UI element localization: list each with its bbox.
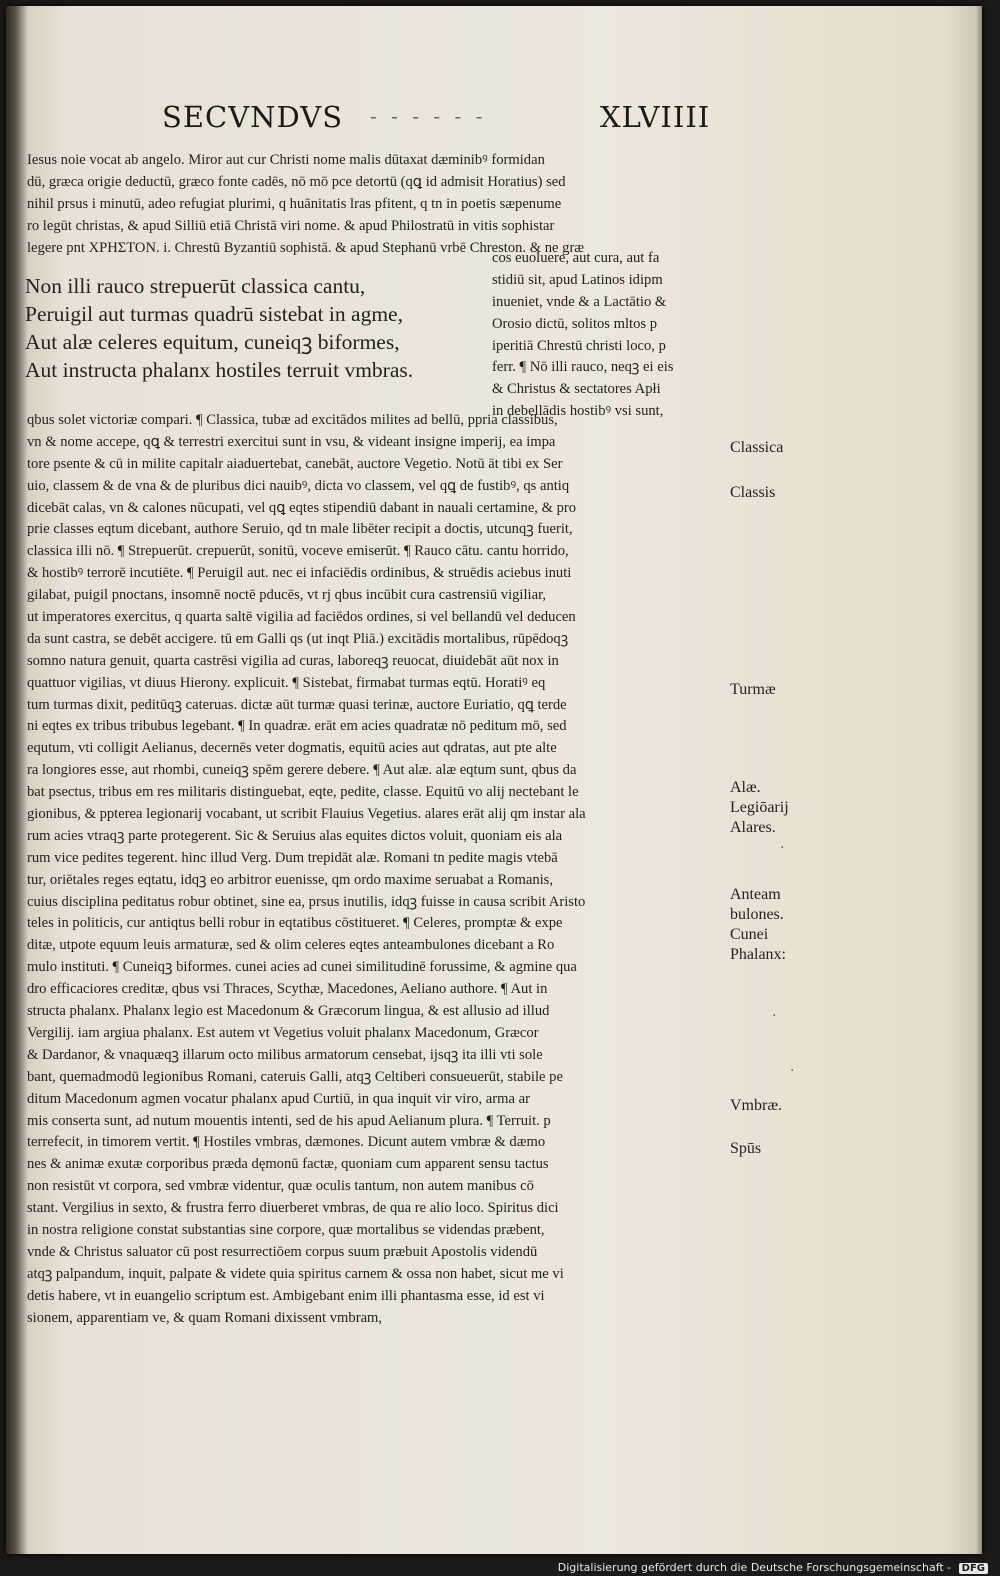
text-line: nihil prsus i minutū, adeo refugiat plurimi, q huānitatis lras pfitent, q tn in poetis sæpenume — [27, 195, 562, 212]
text-line: iperitiā Chrestū christi loco, p — [492, 337, 666, 354]
dfg-logo: DFG — [959, 1563, 988, 1574]
margin-note-anteambulones-1: Anteam — [730, 886, 781, 903]
text-line: tur, oriētales reges eqtatu, idqꝫ eo arbitror euenisse, qm ordo maxime seruabat a Romanis, — [27, 871, 554, 888]
margin-note-turmae: Turmæ — [730, 681, 776, 698]
verse-line: Peruigil aut turmas quadrū sistebat in agme, — [25, 302, 403, 326]
text-line: non resistūt vt corpora, sed vmbræ videntur, quæ oculis tantum, non autem manibus cō — [27, 1178, 534, 1195]
text-line: cuius disciplina peditatus robur obtinet, sine ea, prsus inutilis, idqꝫ fuisse in causa scribit Aristo — [27, 893, 586, 910]
text-line: ro legūt christas, & apud Silliū etiā Christā viri nome. & apud Philostratū in vitis sophistar — [27, 217, 555, 234]
text-line: inueniet, vnde & a Lactātio & — [492, 293, 667, 310]
text-line: ferr. ¶ Nō illi rauco, neqꝫ ei eis — [492, 359, 674, 376]
text-line: teles in politicis, cur antiqtus belli robur in eqtatibus cōstitueret. ¶ Celeres, promptæ & expe — [27, 915, 563, 932]
text-line: rum acies vtraqꝫ parte protegerent. Sic & Seruius alas equites dictos voluit, quoniam eis ala — [27, 827, 563, 844]
text-line: stidiū sit, apud Latinos idipm — [492, 271, 663, 288]
margin-note-legionarii: Legiōarij — [730, 799, 789, 816]
text-line: atqꝫ palpandum, inquit, palpate & videte quia spiritus carnem & ossa non habet, sicut me vi — [27, 1265, 564, 1282]
text-line: ditum Macedonum agmen vocatur phalanx apud Curtiū, in qua inquit vir viro, arma ar — [27, 1090, 530, 1107]
text-line: tore psente & cū in milite capitalr aiaduertebat, canebāt, auctore Vegetio. Notū āt tibi ex Ser — [27, 455, 563, 472]
text-line: bat psectus, tribus em res militaris distinguebat, eqte, pedite, classe. Equitū vo alij nectebant le — [27, 784, 579, 801]
margin-note-classica: Classica — [730, 439, 784, 456]
text-line: bant, quemadmodū legionibus Romani, cateruis Galli, atqꝫ Celtiberi consueuerūt, stabile pe — [27, 1068, 563, 1085]
text-line: ut imperatores exercitus, q quarta saltē vigilia ad faciēdos ordines, si vel bellandū vel deducen — [27, 609, 576, 626]
text-line: gilabat, puigil pnoctans, insomnē noctē pducēs, vt rj qbus incūbit cura castrensiū vigiliar, — [27, 587, 546, 604]
text-line: vnde & Christus saluator cū post resurrectiōem corpus suum præbuit Apostolis videndū — [27, 1243, 538, 1260]
text-line: uio, classem & de vna & de pluribus dici nauibꝰ, dicta vo classem, vel qꝗ de fustibꝰ, qs antiq — [27, 477, 570, 494]
text-line: ditæ, utpote equum leuis armaturæ, sed & olim celeres eqtes anteambulones dicebant a Ro — [27, 937, 555, 954]
text-line: qbus solet victoriæ compari. ¶ Classica, tubæ ad excitādos milites ad bellū, ppria classibus, — [27, 412, 558, 428]
text-line: cos euoluere, aut cura, aut fa — [492, 250, 660, 266]
text-line: & Dardanor, & vnaquæqꝫ illarum octo milibus armatorum censebat, ijsqꝫ ita illi vti sole — [27, 1046, 543, 1063]
commentary-intro — [27, 150, 717, 259]
text-line: mis conserta sunt, ad nutum mouentis intenti, sed de his apud Aelianum plura. ¶ Terruit. p — [27, 1112, 551, 1129]
credit-text: Digitalisierung gefördert durch die Deutsche Forschungsgemeinschaft - — [557, 1561, 952, 1574]
commentary-beside-verse — [492, 248, 728, 423]
ink-speck: · — [780, 840, 785, 856]
text-line: ni eqtes ex tribus tribubus legebant. ¶ In quadræ. erāt em acies quadratæ nō peditum mō, sed — [27, 718, 567, 735]
text-line: gionibus, & ppterea legionarij vocabant, ut scribit Flauius Vegetius. alares erāt alij qm instar ala — [27, 806, 586, 823]
verse-block — [25, 272, 475, 384]
verse-line: Non illi rauco strepuerūt classica cantu, — [25, 274, 366, 298]
margin-note-classis: Classis — [730, 484, 776, 501]
text-line: terrefecit, in timorem vertit. ¶ Hostiles vmbras, dæmones. Dicunt autem vmbræ & dæmo — [27, 1134, 546, 1151]
text-line: ra longiores esse, aut rhombi, cuneiqꝫ spēm gerere debere. ¶ Aut alæ. alæ eqtum sunt, qbus da — [27, 762, 577, 779]
ink-speck: · — [790, 1063, 795, 1079]
text-line: somno natura genuit, quarta castrēsi vigilia ad curas, laboreqꝫ reuocat, diuidebāt aūt nox in — [27, 652, 559, 669]
margin-note-phalanx: Phalanx: — [730, 946, 786, 963]
ink-speck: · — [772, 1008, 777, 1024]
text-line: da sunt castra, se debēt accigere. tū em Galli qs (ut inqt Pliā.) excitādis mortalibus, rūpēdoqꝫ — [27, 630, 569, 647]
text-line: equtum, vti colligit Aelianus, decernēs veter dogmatis, equitū acies aut qdratas, aut pte alte — [27, 740, 557, 757]
text-line: structa phalanx. Phalanx legio est Macedonum & Græcorum lingua, & est allusio ad illud — [27, 1003, 550, 1020]
running-title: SECVNDVS — [162, 100, 344, 134]
digitization-credit — [558, 1561, 988, 1574]
commentary-body — [27, 410, 724, 1329]
verse-line: Aut instructa phalanx hostiles terruit vmbras. — [25, 358, 414, 382]
text-line: Vergilij. iam argiua phalanx. Est autem vt Vegetius voluit phalanx Macedonum, Græcor — [27, 1024, 539, 1041]
text-line: quattuor vigilias, vt diuus Hierony. explicuit. ¶ Sistebat, firmabat turmas eqtū. Horatiꝰ eq — [27, 674, 546, 691]
text-line: in nostra religione constat substantias sine corpore, quæ mortalibus se videndas præbent, — [27, 1221, 545, 1238]
margin-note-anteambulones-2: bulones. — [730, 906, 784, 923]
text-line: mulo instituti. ¶ Cuneiqꝫ biformes. cunei acies ad cunei similitudinē forussime, & agmine qua — [27, 959, 577, 976]
text-line: dro efficaciores creditæ, qbus vsi Thraces, Scythæ, Macedones, Aeliano authore. ¶ Aut in — [27, 981, 548, 998]
text-line: stant. Vergilius in sexto, & frustra ferro diuerberet vmbras, de qua re alio loco. Spiritus dici — [27, 1200, 559, 1217]
text-line: in debellādis hostibꝰ vsi sunt, — [492, 403, 664, 420]
text-line: classica illi nō. ¶ Strepuerūt. crepuerūt, sonitū, voceve emiserūt. ¶ Rauco cātu. cantu horrido, — [27, 543, 569, 560]
page-header — [0, 100, 1000, 140]
text-line: dū, græca origie deductū, græco fonte cadēs, nō mō pce detortū (qꝗ id admisit Horatius) sed — [27, 173, 566, 190]
text-line: sionem, apparentiam ve, & quam Romani dixissent vmbram, — [27, 1309, 383, 1326]
margin-note-spiritus: Spūs — [730, 1140, 762, 1157]
text-line: dicebāt calas, vn & calones nūcupati, vel qꝗ eqtes stipendiū dabant in nauali certamine, & pro — [27, 499, 577, 516]
margin-note-umbrae: Vmbræ. — [730, 1097, 782, 1114]
margin-note-cunei: Cunei — [730, 926, 769, 943]
text-line: & hostibꝰ terrorē incutiēte. ¶ Peruigil aut. nec ei infaciēdis ordinibus, & struēdis aciebus inuti — [27, 565, 572, 582]
text-line: Iesus noie vocat ab angelo. Miror aut cur Christi nome malis dūtaxat dæminibꝰ formidan — [27, 152, 545, 168]
text-line: legere pnt ΧΡΗΣΤΟΝ. i. Chrestū Byzantiū sophistā. & apud Stephanū vrbē Chreston. & ne græ — [27, 239, 585, 256]
text-line: prie classes eqtum dicebant, authore Seruio, qd tn male libēter recipit a doctis, utcunqꝫ fuerit, — [27, 521, 573, 538]
text-line: rum vice pedites tegerent. hinc illud Verg. Dum trepidāt alæ. Romani tn pedite magis vtebā — [27, 849, 558, 866]
text-line: vn & nome accepe, qꝗ & terrestri exercitui sunt in vsu, & videant insigne imperij, ea impa — [27, 433, 556, 450]
text-line: & Christus & sectatores Apłi — [492, 381, 661, 398]
text-line: detis habere, vt in euangelio scriptum est. Ambigebant enim illi phantasma esse, id est vi — [27, 1287, 545, 1304]
margin-note-alae: Alæ. — [730, 779, 761, 796]
verse-line: Aut alæ celeres equitum, cuneiqꝫ biformes, — [25, 330, 400, 354]
text-line: tum turmas dixit, peditūqꝫ cateruas. dictæ aūt turmæ quasi terinæ, auctore Euriatio, qꝗ terde — [27, 696, 567, 713]
text-line: Orosio dictū, solitos mltos p — [492, 315, 657, 332]
margin-note-alares: Alares. — [730, 819, 776, 836]
text-line: nes & animæ exutæ corporibus præda dęmonū factæ, quoniam cum apparent sensu tactus — [27, 1156, 549, 1173]
header-dots: - - - - - - — [370, 104, 487, 128]
folio-number: XLVIIII — [600, 100, 711, 134]
